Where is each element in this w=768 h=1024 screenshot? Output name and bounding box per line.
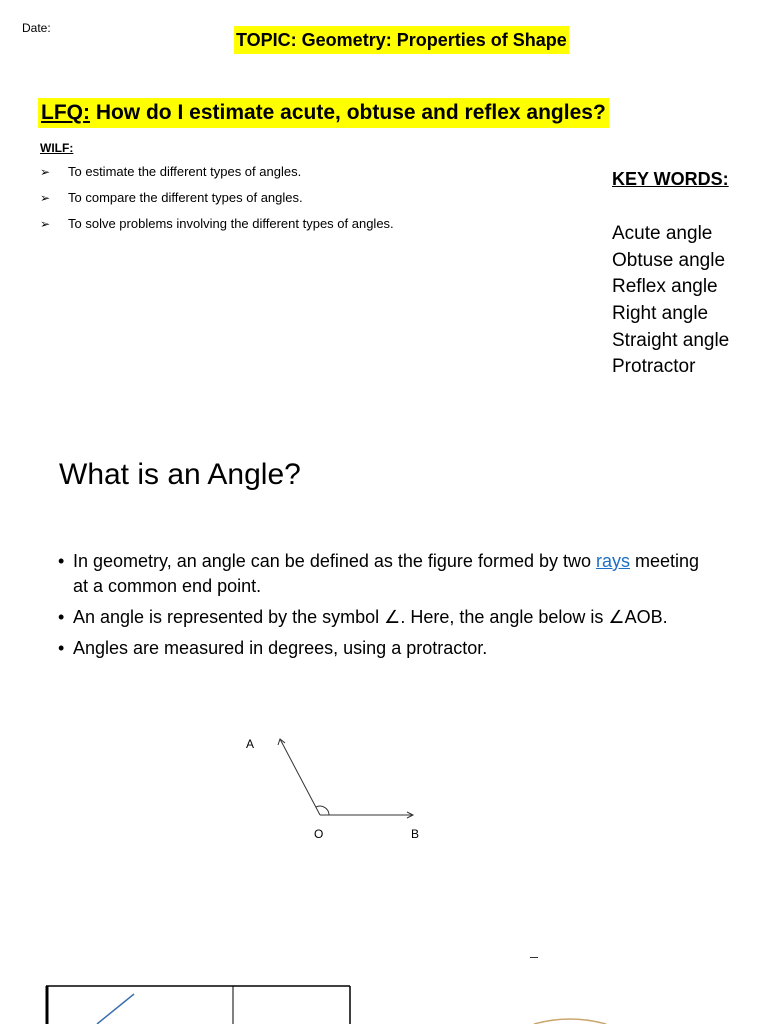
- bullet-text: An angle is represented by the symbol ∠. Here, the angle below is ∠AOB.: [73, 607, 668, 627]
- key-words-title: KEY WORDS:: [612, 169, 729, 189]
- arrow-bullet-icon: ➢: [40, 217, 51, 231]
- bullet-text-part: meeting at a common end point.: [73, 551, 700, 596]
- wilf-item-text: To compare the different types of angles.: [68, 190, 303, 205]
- bullet-text-part: In geometry, an angle can be defined as the figure formed by two: [73, 551, 596, 571]
- lfq-label: LFQ:: [41, 101, 90, 124]
- label-b: B: [411, 827, 420, 841]
- key-word: Obtuse angle: [612, 249, 726, 271]
- wilf-item-text: To estimate the different types of angles.: [68, 164, 302, 179]
- label-a: A: [246, 737, 255, 751]
- box-diagonal-line: [97, 994, 134, 1024]
- key-word: Reflex angle: [612, 276, 718, 298]
- label-o: O: [314, 827, 324, 841]
- key-word: Protractor: [612, 356, 696, 378]
- section-heading: What is an Angle?: [59, 458, 301, 491]
- ray-oa: [280, 739, 320, 815]
- key-word: Right angle: [612, 303, 709, 325]
- wilf-item-text: To solve problems involving the different types of angles.: [68, 216, 394, 231]
- topic-title: TOPIC: Geometry: Properties of Shape: [234, 26, 569, 54]
- wilf-title: WILF:: [40, 141, 74, 155]
- lfq-text: How do I estimate acute, obtuse and reflex angles?: [89, 101, 606, 124]
- protractor-edge: [534, 1019, 606, 1024]
- arrow-bullet-icon: ➢: [40, 191, 51, 205]
- key-word: Acute angle: [612, 223, 713, 244]
- arrow-bullet-icon: ➢: [40, 165, 51, 179]
- bullet-dot-icon: •: [58, 638, 65, 658]
- bullet-dot-icon: •: [58, 551, 65, 571]
- bullet-dot-icon: •: [58, 607, 65, 627]
- key-word: Straight angle: [612, 329, 730, 351]
- date-label: Date:: [22, 21, 51, 35]
- stray-dash: [530, 957, 538, 958]
- bullet-text: Angles are measured in degrees, using a protractor.: [73, 638, 488, 658]
- rays-link[interactable]: rays: [595, 551, 630, 571]
